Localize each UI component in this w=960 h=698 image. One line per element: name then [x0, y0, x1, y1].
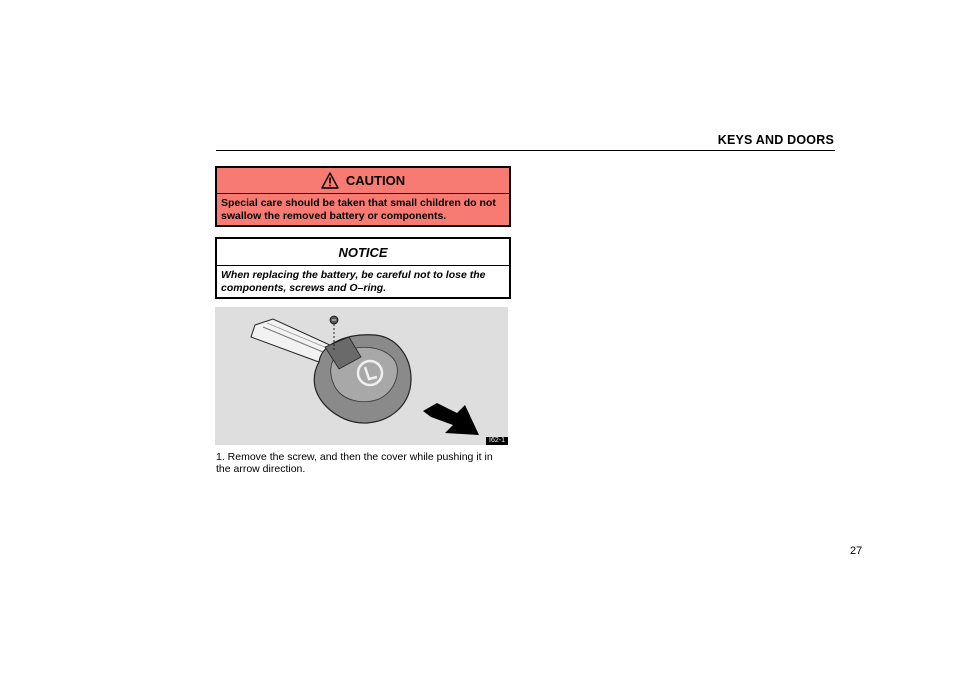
- notice-box: [215, 237, 511, 299]
- step-instruction: 1. Remove the screw, and then the cover while pushing it in the arrow direction.: [216, 451, 493, 475]
- key-head: [314, 335, 411, 423]
- arrow-icon: [423, 403, 479, 435]
- caution-title: CAUTION: [345, 173, 406, 188]
- figure-code: I62-1: [486, 437, 508, 445]
- caution-text: Special care should be taken that small children do not swallow the removed battery or components.: [221, 197, 496, 222]
- caution-box: [215, 166, 511, 227]
- caution-header: [217, 172, 509, 189]
- caution-divider: [217, 193, 509, 194]
- notice-divider: [217, 265, 509, 266]
- header-divider: [216, 150, 835, 151]
- notice-title: NOTICE: [338, 245, 388, 260]
- page-number: 27: [850, 545, 863, 557]
- section-title: KEYS AND DOORS: [717, 133, 834, 147]
- notice-text: When replacing the battery, be careful not to lose the components, screws and O–ring.: [221, 269, 486, 294]
- key-illustration: [215, 307, 508, 445]
- warning-triangle-icon: [321, 172, 339, 189]
